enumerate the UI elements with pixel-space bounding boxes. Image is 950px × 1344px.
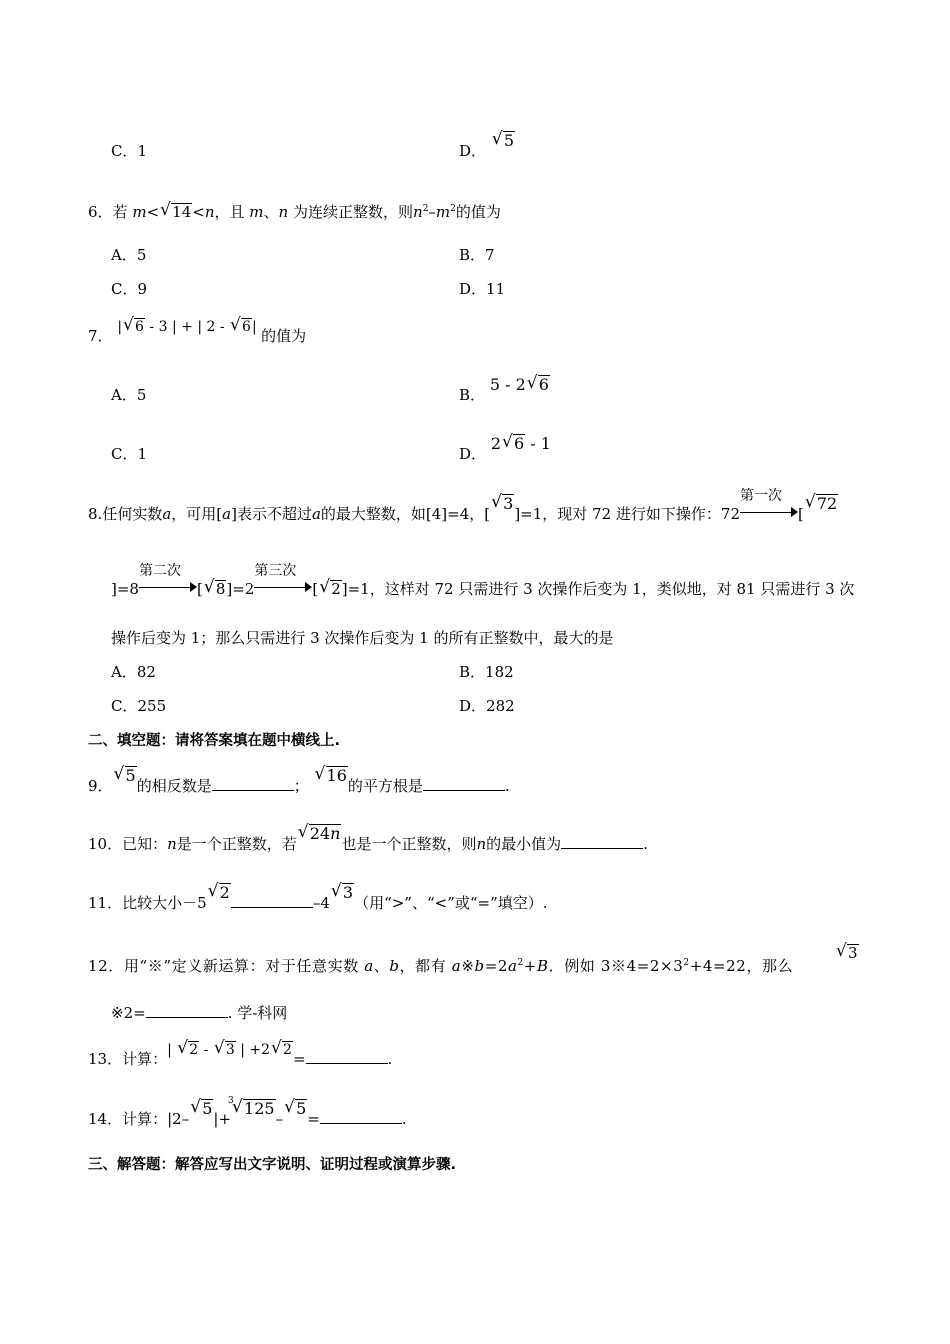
q6-option-c: C．9 bbox=[111, 280, 148, 298]
answer-blank[interactable] bbox=[231, 893, 313, 908]
option-label: D． bbox=[459, 142, 487, 160]
question-12-line-2: ※2= . 学-科网 bbox=[111, 1004, 288, 1022]
question-11: 11．比较大小－5 √ 2–4 √ 3（用“>”、“<”或“=”填空）. bbox=[88, 881, 548, 912]
question-14: 14．计算：|2– √ 5|+ 3 √ 125– √ 5= . bbox=[88, 1096, 407, 1128]
option-value: 1 bbox=[137, 142, 148, 160]
q7-option-c: C．1 bbox=[111, 445, 148, 463]
question-12-sqrt3: √ 3 bbox=[836, 941, 858, 962]
arrow-second-step: 第二次 bbox=[139, 578, 197, 594]
answer-blank[interactable] bbox=[146, 1003, 228, 1018]
q6-option-b: B．7 bbox=[459, 246, 495, 264]
q7-option-a: A．5 bbox=[111, 386, 147, 404]
q7-option-b: B． 5 - 2 √ 6 bbox=[459, 373, 549, 404]
answer-blank[interactable] bbox=[212, 776, 294, 791]
section-heading-solve: 三、解答题：解答应写出文字说明、证明过程或演算步骤. bbox=[88, 1157, 457, 1173]
question-7: 7． | √ 6 - 3 | + | 2 - √ 6| 的值为 bbox=[88, 315, 307, 345]
option-label: C． bbox=[111, 142, 138, 160]
answer-blank[interactable] bbox=[306, 1049, 388, 1064]
q6-option-d: D．11 bbox=[459, 280, 506, 298]
q5-option-d bbox=[459, 129, 515, 161]
question-12-line-1: 12．用“※”定义新运算：对于任意实数 a、b，都有 $a※b=2a^2+B$．例如 $3※4=2\times 3^2+4=22$，那么 bbox=[88, 957, 794, 975]
sqrt-expression: √ 14 bbox=[160, 200, 192, 221]
q8-option-b: B．182 bbox=[459, 663, 514, 681]
section-heading-fill-in: 二、填空题：请将答案填在题中横线上. bbox=[88, 733, 341, 749]
q8-option-c: C．255 bbox=[111, 697, 167, 715]
arrow-third-step: 第三次 bbox=[254, 578, 312, 594]
arrow-first-step: 第一次 bbox=[740, 503, 798, 519]
question-13: 13．计算：| √ 2 - √ 3 | +2 √ 2= . bbox=[88, 1038, 393, 1068]
question-10: 10．已知：n是一个正整数，若 √ 24n也是一个正整数，则n的最小值为 . bbox=[88, 822, 648, 853]
answer-blank[interactable] bbox=[320, 1109, 402, 1124]
q8-option-d: D．282 bbox=[459, 697, 515, 715]
q7-option-d: D． 2 √ 6 - 1 bbox=[459, 432, 551, 463]
answer-blank[interactable] bbox=[423, 776, 505, 791]
question-8-line-3: 操作后变为 1；那么只需进行 3 次操作后变为 1 的所有正整数中，最大的是 bbox=[111, 629, 614, 647]
q6-option-a: A．5 bbox=[111, 246, 147, 264]
absolute-value-expression: | √ 6 - 3 | + | 2 - √ 6| bbox=[117, 315, 257, 335]
answer-blank[interactable] bbox=[561, 834, 643, 849]
question-9: 9． √ 5的相反数是 ； √ 16的平方根是 . bbox=[88, 764, 510, 795]
question-6: 6．若 m< √ 14<n，且 m、n 为连续正整数，则$n^2-m^2$的值为 bbox=[88, 200, 501, 221]
q8-option-a: A．82 bbox=[111, 663, 156, 681]
question-8-line-2: ]=8 第二次 [ √ 8]=2 第三次 [ √ 2]=1，这样对 72 只需进行 3 次操作后变为 1，类似地，对 81 只需进行 3 次 bbox=[111, 563, 855, 598]
q5-option-c bbox=[111, 141, 147, 161]
sqrt-expression: √ 5 bbox=[491, 129, 514, 150]
question-8-line-1: 8.任何实数a，可用[a]表示不超过a的最大整数，如[4]=4，[ √ 3]=1，现对 72 进行如下操作：72 第一次 [ √ 72 bbox=[88, 488, 838, 523]
